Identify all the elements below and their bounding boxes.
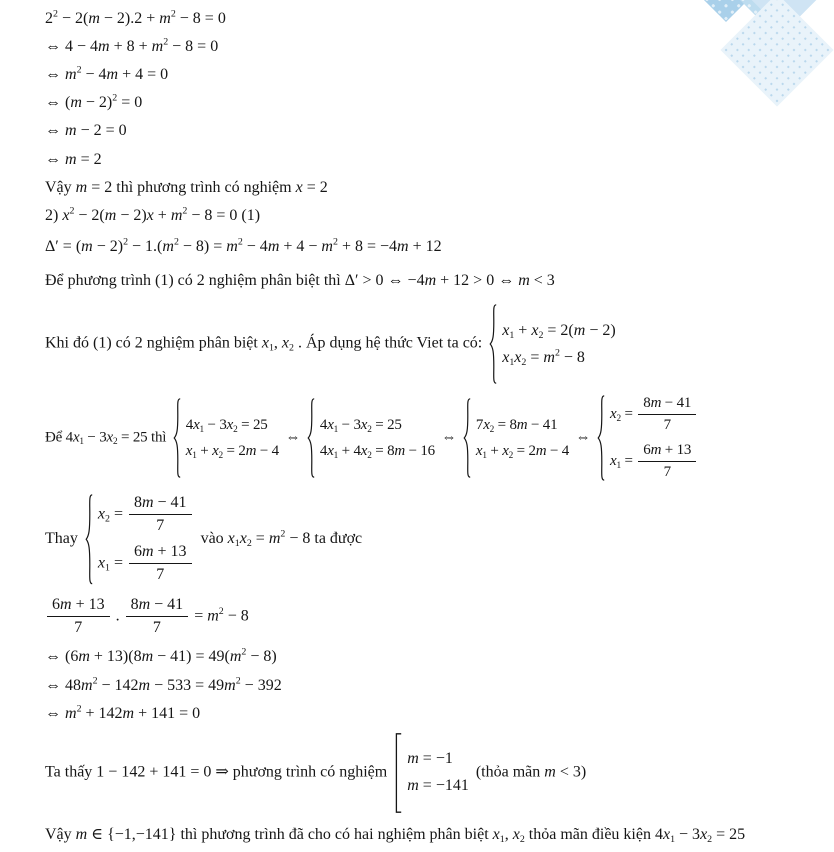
line-conclusion-part1: Vậy m = 2 thì phương trình có nghiệm x = 2 [45,178,328,196]
equation-system: $x_1 + x_2 = 2(m - 2)$ $x_1x_2 = m^2 - 8$ [489,304,615,384]
equation-system: $x_2$ = $\frac{8m - 41}{7}$ $x_1$ = $\frac{6m + 13}{7}$ [597,395,698,481]
fraction: $\frac{8m - 41}{7}$ [126,596,189,638]
line-solve-system-chain: Để $4x_1 - 3x_2 = 25$ thì $4x_1 - 3x_2 = 25$ $x_1 + x_2 = 2m - 4$ ⇔ $4x_1 - 3x_2 = 25$ $4x_1 + 4x_2 = 8m - 16$ ⇔ $7x_2 = 8m - 41$ $x_1 + x_2 = 2m - 4$ ⇔ $x_2$ = $\frac{8m - 41}{7}$ $x_1$ = $\frac{6m + 13}{7}$ [45,395,773,481]
line-viet-system: Khi đó (1) có 2 nghiệm phân biệt $x_1$, $x_2$ . Áp dụng hệ thức Viet ta có: $x_1 + x_2 = 2(m - 2)$ $x_1x_2 = m^2 - 8$ [45,304,773,384]
line-reduced-quadratic: ⇔ $m^2 + 142m + 141 = 0$ [45,703,201,722]
line-delta-prime: $\Delta' = (m - 2)^2 - 1.(m^2 - 8) = m^2 - 4m + 4 - m^2 + 8 = -4m + 12$ [45,236,442,255]
line-product-equation: $\frac{6m + 13}{7}$ . $\frac{8m - 41}{7}$ = $m^2 - 8$ [45,596,773,638]
line-part2-equation: 2) $x^2 - 2(m - 2)x + m^2 - 8 = 0$ (1) [45,205,261,224]
line-step-quadratic: ⇔ $m^2 - 4m + 4 = 0$ [45,64,169,84]
curly-brace-icon [463,398,471,478]
line-step-linear: ⇔ m − 2 = 0 [45,122,127,140]
line-step-square: ⇔ $(m - 2)^2 = 0$ [45,93,143,112]
equation-system: $4x_1 - 3x_2 = 25$ $x_1 + x_2 = 2m - 4$ [173,398,279,478]
document-content [45,8,773,852]
fraction: $\frac{8m - 41}{7}$ [129,494,192,536]
line-delta-condition: Để phương trình (1) có 2 nghiệm phân biệt thì Δ′ > 0 ⇔ −4m + 12 > 0 ⇔ m < 3 [45,271,555,289]
fraction: $\frac{8m - 41}{7}$ [638,395,696,435]
equation-system: $7x_2 = 8m - 41$ $x_1 + x_2 = 2m - 4$ [463,398,569,478]
curly-brace-icon [173,398,181,478]
line-step-expand: ⇔ $4 - 4m + 8 + m^2 - 8 = 0$ [45,36,219,56]
line-roots-conclusion: Ta thấy 1 − 142 + 141 = 0 ⇒ phương trình có nghiệm m = −1 m = −141 (thỏa mãn m < 3) [45,733,773,813]
line-expanded-product: ⇔ $(6m + 13)(8m - 41) = 49(m^2 - 8)$ [45,647,277,666]
equation-system: $x_2$ = $\frac{8m - 41}{7}$ $x_1$ = $\frac{6m + 13}{7}$ [85,494,194,585]
square-bracket-icon [394,733,402,813]
curly-brace-icon [85,494,93,585]
fraction: $\frac{6m + 13}{7}$ [47,596,110,638]
solution-set: m = −1 m = −141 [394,733,469,813]
curly-brace-icon [307,398,315,478]
equation-system: $4x_1 - 3x_2 = 25$ $4x_1 + 4x_2 = 8m - 16$ [307,398,435,478]
line-check-eq: $2^2 - 2(m - 2).2 + m^2 - 8 = 0$ [45,8,226,27]
curly-brace-icon [489,304,497,384]
curly-brace-icon [597,395,605,481]
fraction: $\frac{6m + 13}{7}$ [129,543,192,585]
line-step-m-equals-2: ⇔ m = 2 [45,150,102,168]
line-substitute: Thay $x_2$ = $\frac{8m - 41}{7}$ $x_1$ = $\frac{6m + 13}{7}$ vào $x_1x_2 = m^2 - 8$ ta được [45,494,363,584]
fraction: $\frac{6m + 13}{7}$ [638,442,696,482]
line-final-conclusion: Vậy m ∈ {−1,−141} thì phương trình đã cho có hai nghiệm phân biệt $x_1$, $x_2$ thỏa mãn điều kiện $4x_1 - 3x_2 = 25$ [45,825,746,845]
line-expanded-terms: ⇔ $48m^2 - 142m - 533 = 49m^2 - 392$ [45,675,282,694]
